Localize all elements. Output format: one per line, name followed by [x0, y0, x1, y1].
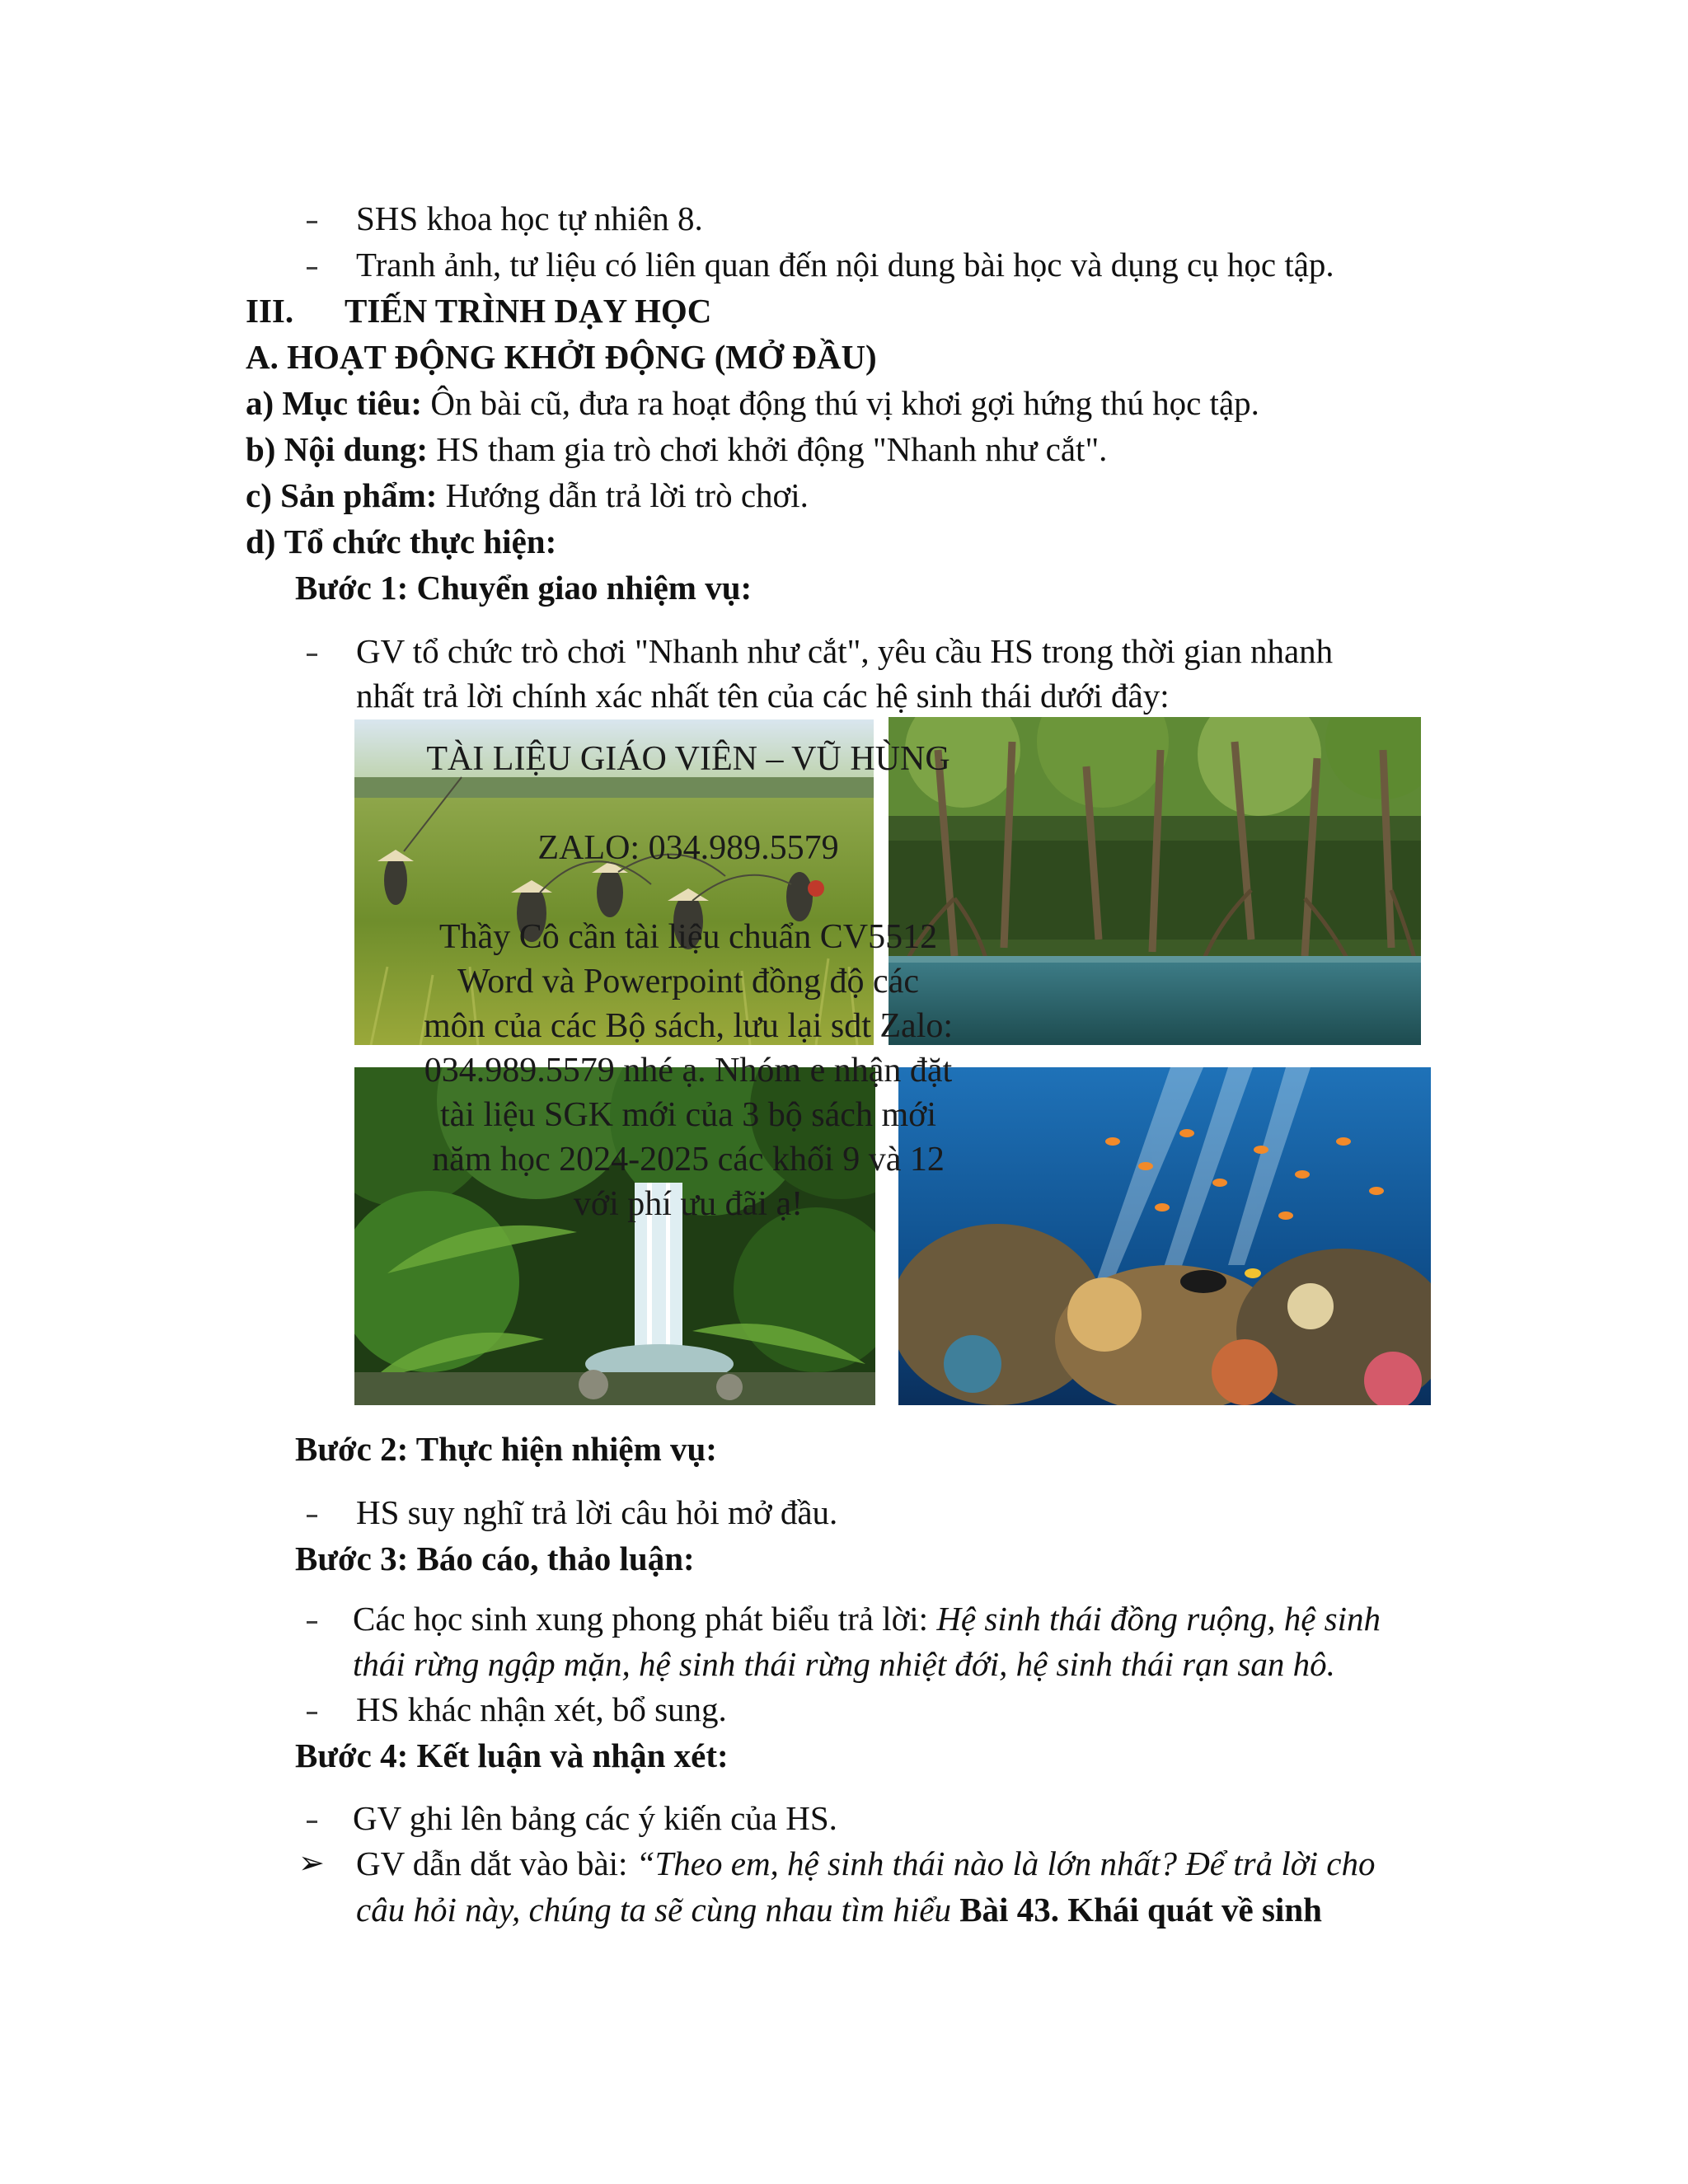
step2-line: HS suy nghĩ trả lời câu hỏi mở đầu. [356, 1493, 838, 1531]
material-item: Tranh ảnh, tư liệu có liên quan đến nội dung bài học và dụng cụ học tập. [356, 246, 1334, 284]
item-key: Tổ chức thực hiện: [284, 523, 557, 560]
step3-line [353, 1596, 1381, 1642]
step2-title: Bước 2: Thực hiện nhiệm vụ: [295, 1430, 717, 1468]
watermark-line: Thầy Cô cần tài liệu chuẩn CV5512 [438, 918, 938, 956]
step3-line-plain: Các học sinh xung phong phát biểu trả lời: [353, 1600, 937, 1638]
watermark-line: TÀI LIỆU GIÁO VIÊN – VŨ HÙNG [426, 740, 950, 778]
step1-line: nhất trả lời chính xác nhất tên của các hệ sinh thái dưới đây: [356, 677, 1170, 715]
item-text: Ôn bài cũ, đưa ra hoạt động thú vị khơi gợi hứng thú học tập. [422, 384, 1259, 422]
arrow-bullet-icon: ➢ [298, 1846, 325, 1881]
item-label: d) [246, 523, 276, 560]
watermark-line: ZALO: 034.989.5579 [537, 829, 839, 867]
item-text: Hướng dẫn trả lời trò chơi. [437, 476, 809, 514]
bullet-dash [307, 1821, 317, 1823]
watermark-line: với phí ưu đãi ạ! [573, 1185, 804, 1223]
bullet-dash [307, 1621, 317, 1624]
section-number: III. [246, 292, 294, 330]
watermark-line: 034.989.5579 nhé ạ. Nhóm e nhận đặt [424, 1052, 953, 1090]
item-label: c) [246, 476, 272, 514]
item-c [246, 472, 809, 518]
step4-line-plain: GV dẫn dắt vào bài: [356, 1844, 636, 1882]
step4-quote: “Theo em, hệ sinh thái nào là lớn nhất? Để trả lời cho [635, 1844, 1376, 1882]
bullet-dash [307, 1515, 317, 1517]
step4-quote: câu hỏi này, chúng ta sẽ cùng nhau tìm hiểu [356, 1891, 960, 1929]
watermark [363, 737, 1014, 1226]
step4-line [356, 1886, 1322, 1933]
bullet-dash [307, 654, 317, 656]
step3-answer: Hệ sinh thái đồng ruộng, hệ sinh [936, 1600, 1381, 1638]
item-label: b) [246, 430, 276, 468]
activity-title: A. HOẠT ĐỘNG KHỞI ĐỘNG (MỞ ĐẦU) [246, 338, 877, 376]
item-b [246, 426, 1107, 472]
step4-title: Bước 4: Kết luận và nhận xét: [295, 1736, 729, 1774]
bullet-dash [307, 221, 317, 223]
step4-line [356, 1840, 1375, 1886]
bullet-dash [307, 1712, 317, 1714]
item-key: Nội dung: [284, 430, 429, 468]
item-key: Sản phẩm: [280, 476, 438, 514]
watermark-line: Word và Powerpoint đồng độ các [457, 963, 919, 1001]
watermark-line: môn của các Bộ sách, lưu lại sdt Zalo: [423, 1007, 954, 1045]
watermark-line [363, 781, 1014, 826]
watermark-line: năm học 2024-2025 các khối 9 và 12 [432, 1141, 945, 1179]
step1-line: GV tổ chức trò chơi "Nhanh như cắt", yêu cầu HS trong thời gian nhanh [356, 632, 1334, 670]
step3-title: Bước 3: Báo cáo, thảo luận: [295, 1540, 695, 1577]
section-title: TIẾN TRÌNH DẠY HỌC [345, 292, 712, 330]
lesson-title: Bài 43. Khái quát về sinh [959, 1891, 1322, 1929]
step4-line: GV ghi lên bảng các ý kiến của HS. [353, 1799, 837, 1837]
step3-answer: thái rừng ngập mặn, hệ sinh thái rừng nhiệt đới, hệ sinh thái rạn san hô. [353, 1645, 1335, 1683]
item-d [246, 518, 556, 565]
item-label: a) [246, 384, 274, 422]
watermark-line [363, 870, 1014, 915]
item-text: HS tham gia trò chơi khởi động "Nhanh như cắt". [428, 430, 1108, 468]
item-key: Mục tiêu: [282, 384, 423, 422]
bullet-dash [307, 267, 317, 269]
material-item: SHS khoa học tự nhiên 8. [356, 199, 703, 237]
watermark-line: tài liệu SGK mới của 3 bộ sách mới [440, 1096, 936, 1134]
item-a [246, 380, 1259, 426]
step1-title: Bước 1: Chuyển giao nhiệm vụ: [295, 569, 753, 607]
step3-line: HS khác nhận xét, bổ sung. [356, 1690, 727, 1728]
